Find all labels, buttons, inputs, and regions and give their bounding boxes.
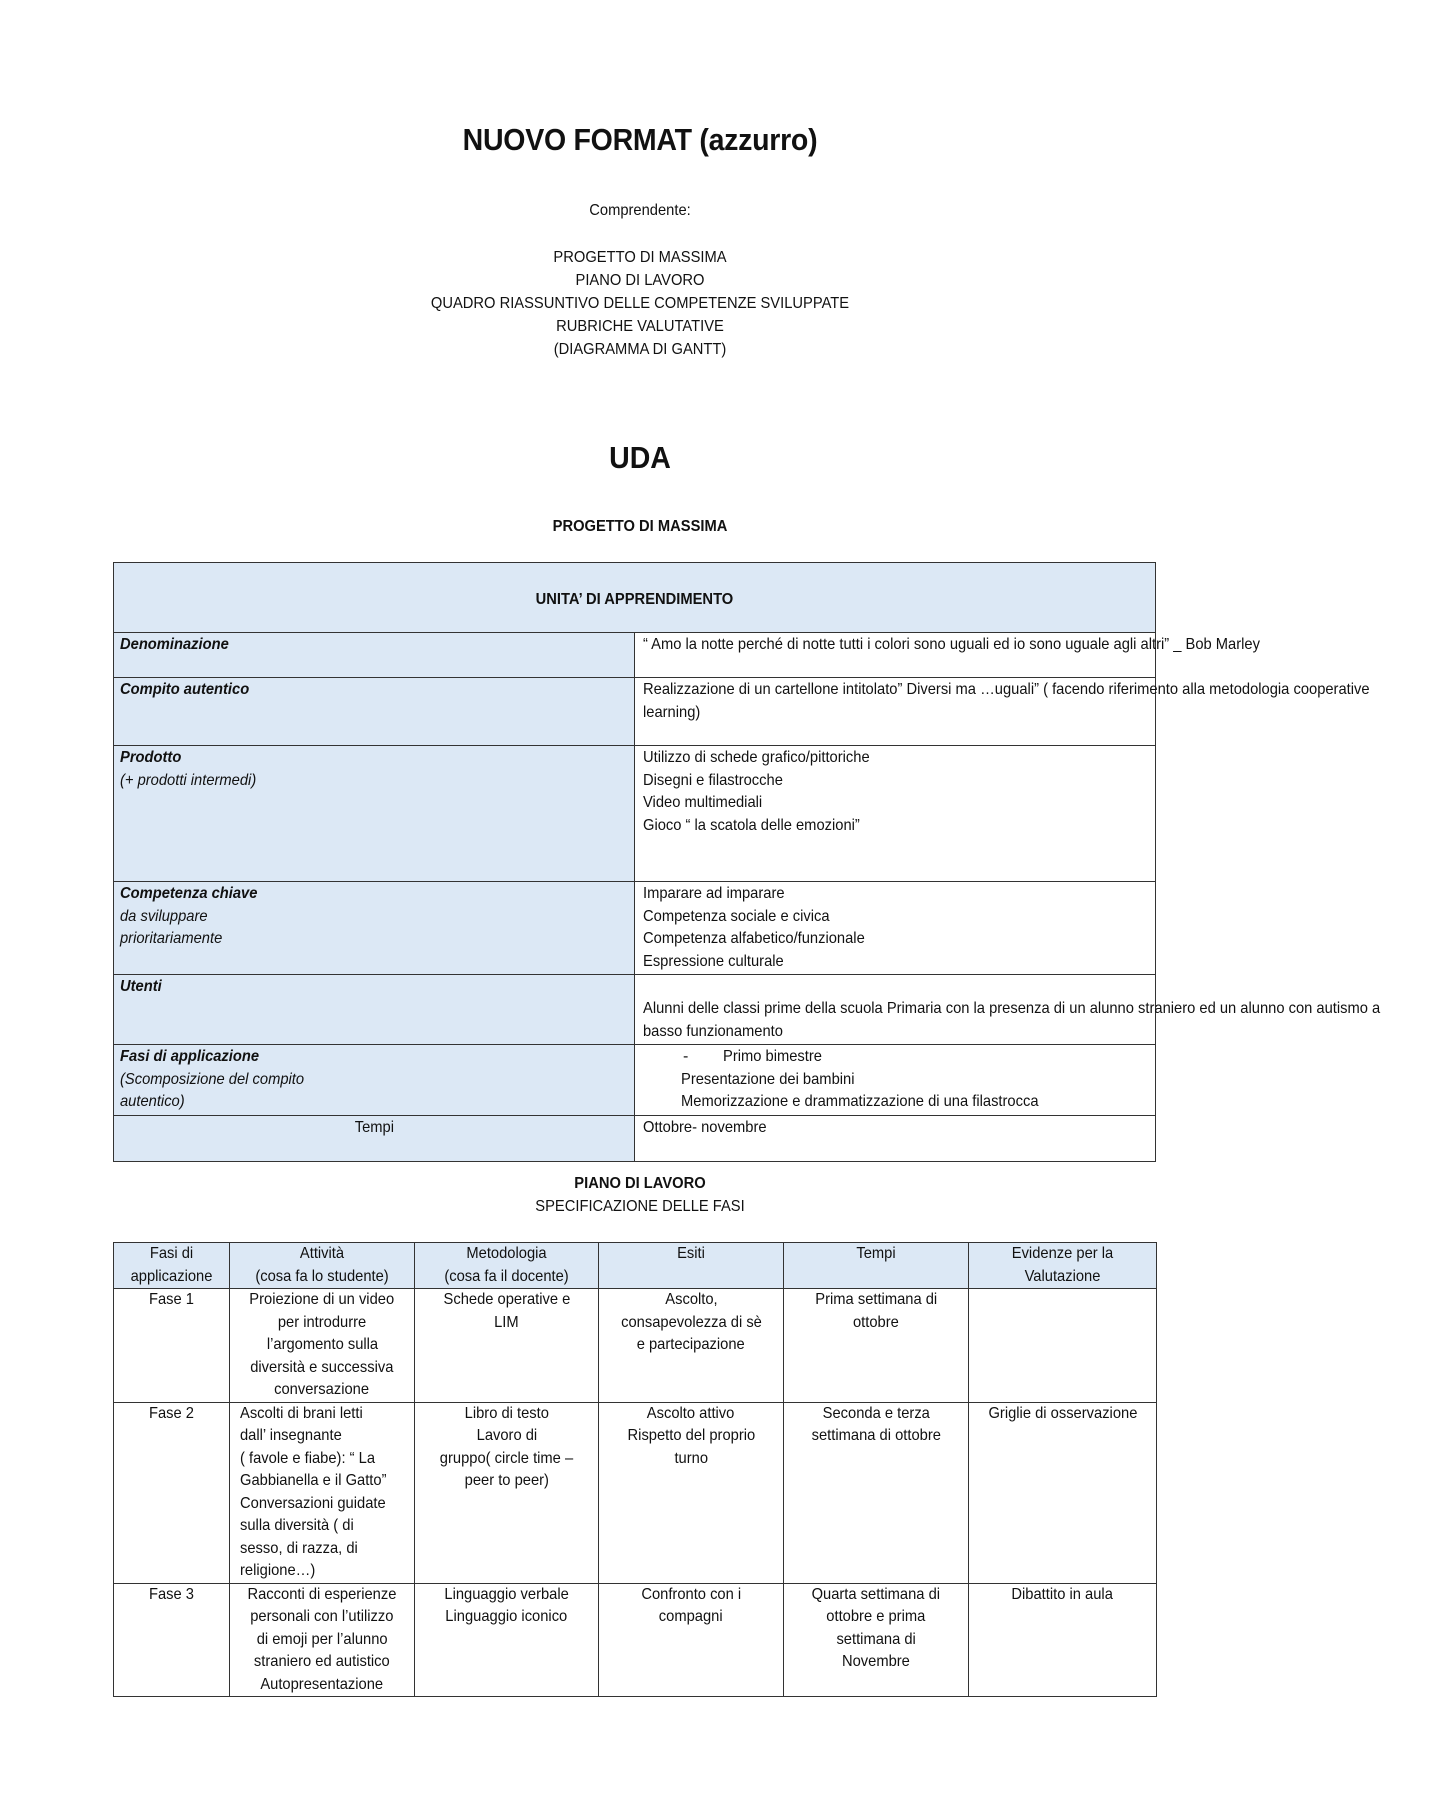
progetto-table xyxy=(113,562,1381,1162)
contents-list xyxy=(51,246,1229,361)
contents-item: (DIAGRAMMA DI GANTT) xyxy=(553,341,727,358)
table-row xyxy=(114,1289,1157,1403)
comprendente-label: Comprendente: xyxy=(589,202,691,219)
esiti-cell: Confronto con i compagni xyxy=(599,1583,784,1697)
table-row xyxy=(114,1583,1157,1697)
column-header: Tempi xyxy=(784,1243,969,1289)
column-header: Attività (cosa fa lo studente) xyxy=(230,1243,415,1289)
tempi-cell: Quarta settimana di ottobre e prima settimana di Novembre xyxy=(784,1583,969,1697)
fasi-label: Fasi di applicazione (Scomposizione del compito autentico) xyxy=(114,1045,635,1116)
contents-item: PROGETTO DI MASSIMA xyxy=(553,249,727,266)
denominazione-value: “ Amo la notte perché di notte tutti i colori sono uguali ed io sono uguale agli altri” _ Bob Marley xyxy=(635,633,1156,678)
attivita-cell: Proiezione di un video per introdurre l’argomento sulla diversità e successiva conversazione xyxy=(230,1289,415,1403)
metodologia-cell: Libro di testo Lavoro di gruppo( circle time – peer to peer) xyxy=(415,1402,599,1583)
tempi-cell: Seconda e terza settimana di ottobre xyxy=(784,1402,969,1583)
denominazione-label: Denominazione xyxy=(114,633,635,678)
fase-cell: Fase 3 xyxy=(114,1583,230,1697)
column-header: Evidenze per la Valutazione xyxy=(969,1243,1157,1289)
prodotto-label: Prodotto (+ prodotti intermedi) xyxy=(114,746,635,882)
table-header-row xyxy=(114,1243,1157,1289)
prodotto-item: Disegni e filastrocche xyxy=(643,771,783,789)
competenza-item: Imparare ad imparare xyxy=(643,885,785,902)
evidenze-cell: Griglie di osservazione xyxy=(969,1402,1157,1583)
metodologia-cell: Linguaggio verbale Linguaggio iconico xyxy=(415,1583,599,1697)
prodotto-item: Gioco “ la scatola delle emozioni” xyxy=(643,816,860,834)
competenza-label: Competenza chiave da sviluppare prioritariamente xyxy=(114,882,635,975)
utenti-label: Utenti xyxy=(114,975,635,1045)
prodotto-item: Utilizzo di schede grafico/pittoriche xyxy=(643,749,870,766)
tempi-value: Ottobre- novembre xyxy=(635,1115,1156,1161)
piano-subtitle: SPECIFICAZIONE DELLE FASI xyxy=(535,1198,745,1215)
piano-table xyxy=(113,1242,1157,1697)
evidenze-cell: Dibattito in aula xyxy=(969,1583,1157,1697)
table-row xyxy=(114,1402,1157,1583)
attivita-cell: Ascolti di brani letti dall’ insegnante ( favole e fiabe): “ La Gabbianella e il Gatto” Conversazioni guidate sulla diversità ( di sesso, di razza, di religione…) xyxy=(230,1402,415,1583)
competenza-item: Competenza alfabetico/funzionale xyxy=(643,930,865,947)
piano-title: PIANO DI LAVORO xyxy=(574,1175,706,1192)
competenza-value xyxy=(635,882,1156,975)
fasi-item: Presentazione dei bambini xyxy=(681,1070,855,1088)
compito-label: Compito autentico xyxy=(114,678,635,746)
bullet-dash: - xyxy=(683,1048,689,1065)
column-header: Esiti xyxy=(599,1243,784,1289)
attivita-cell: Racconti di esperienze personali con l’utilizzo di emoji per l’alunno straniero ed autistico Autopresentazione xyxy=(230,1583,415,1697)
fase-cell: Fase 1 xyxy=(114,1289,230,1403)
fasi-item: Memorizzazione e drammatizzazione di una filastrocca xyxy=(681,1093,1039,1110)
competenza-item: Espressione culturale xyxy=(643,952,784,970)
column-header: Fasi di applicazione xyxy=(114,1243,230,1289)
esiti-cell: Ascolto, consapevolezza di sè e partecipazione xyxy=(599,1289,784,1403)
contents-item: RUBRICHE VALUTATIVE xyxy=(556,318,724,335)
progetto-title: PROGETTO DI MASSIMA xyxy=(552,518,728,535)
page-title: NUOVO FORMAT (azzurro) xyxy=(462,122,818,157)
fase-cell: Fase 2 xyxy=(114,1402,230,1583)
table-header: UNITA’ DI APPRENDIMENTO xyxy=(114,563,1156,633)
compito-value: Realizzazione di un cartellone intitolato” Diversi ma …uguali” ( facendo riferimento alla metodologia cooperative learning) xyxy=(635,678,1156,746)
evidenze-cell xyxy=(969,1289,1157,1403)
utenti-value: Alunni delle classi prime della scuola Primaria con la presenza di un alunno straniero ed un alunno con autismo a basso funzionamento xyxy=(635,975,1156,1045)
fasi-value xyxy=(635,1045,1156,1116)
contents-item: QUADRO RIASSUNTIVO DELLE COMPETENZE SVILUPPATE xyxy=(430,295,850,312)
fasi-item: Primo bimestre xyxy=(723,1048,822,1065)
esiti-cell: Ascolto attivo Rispetto del proprio turno xyxy=(599,1402,784,1583)
uda-title: UDA xyxy=(609,440,671,475)
prodotto-item: Video multimediali xyxy=(643,794,763,811)
column-header: Metodologia (cosa fa il docente) xyxy=(415,1243,599,1289)
competenza-item: Competenza sociale e civica xyxy=(643,907,830,925)
prodotto-value xyxy=(635,746,1156,882)
contents-item: PIANO DI LAVORO xyxy=(575,272,705,289)
metodologia-cell: Schede operative e LIM xyxy=(415,1289,599,1403)
tempi-cell: Prima settimana di ottobre xyxy=(784,1289,969,1403)
tempi-label: Tempi xyxy=(114,1115,635,1161)
